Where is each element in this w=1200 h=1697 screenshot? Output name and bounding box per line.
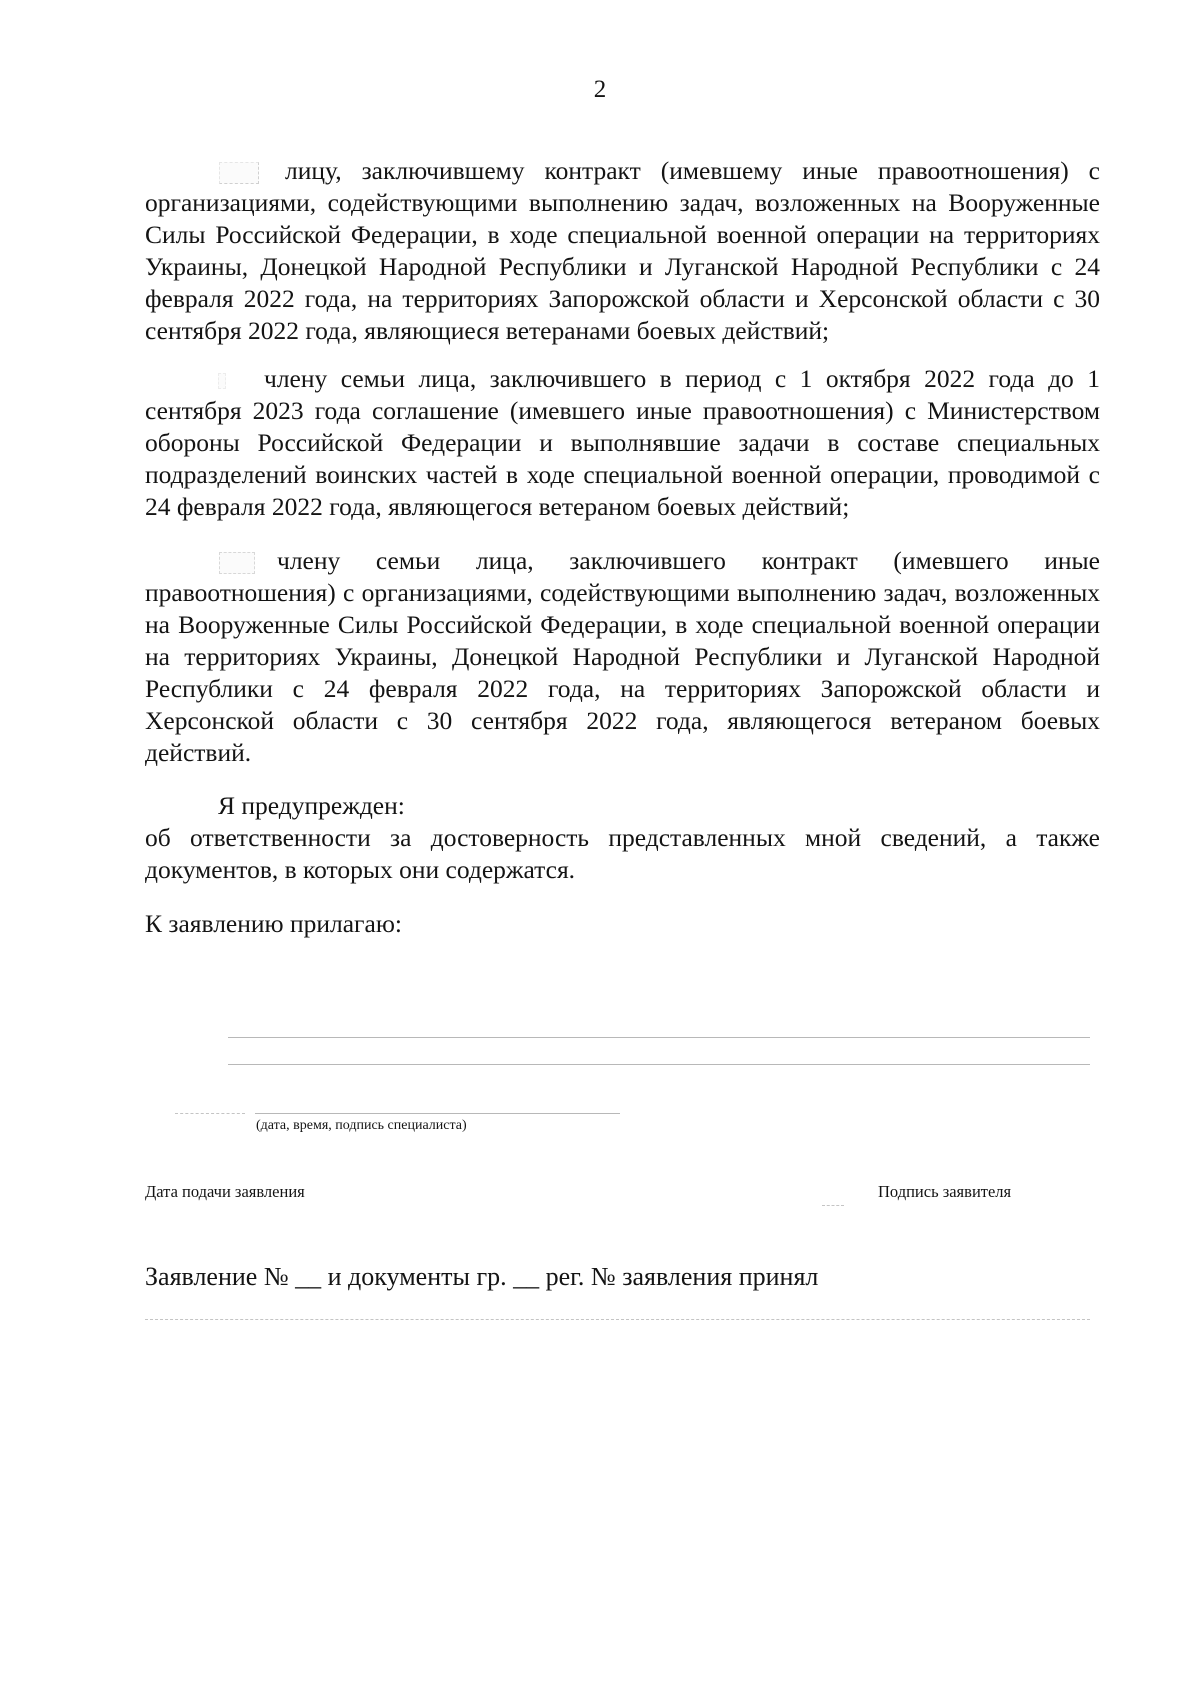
option-text-1: лицу, заключившему контракт (имевшему иные правоотношения) с организациями, содействующими выполнению задач, возложенных на Вооруженные Силы Российской Федерации, в ходе специальной военной операции на территориях Украины, Донецкой Народной Республики и Луганской Народной Республики с 24 февраля 2022 года, на территориях Запорожской области и Херсонской области с 30 сентября 2022 года, являющиеся ветеранами боевых действий; xyxy=(145,156,1100,345)
acceptance-line[interactable] xyxy=(145,1319,1090,1320)
option-checkbox-3[interactable] xyxy=(219,552,255,574)
specialist-caption: (дата, время, подпись специалиста) xyxy=(256,1118,467,1133)
specialist-signature-line[interactable] xyxy=(255,1113,620,1114)
option-paragraph-2 xyxy=(145,363,1100,523)
attachments-label: К заявлению прилагаю: xyxy=(145,909,402,938)
option-text-2: члену семьи лица, заключившего в период с 1 октября 2022 года до 1 сентября 2023 года соглашение (имевшего иные правоотношения) с Министерством обороны Российской Федерации и выполнявшие задачи в составе специальных подразделений воинских частей в ходе специальной военной операции, проводимой с 24 февраля 2022 года, являющегося ветераном боевых действий; xyxy=(145,364,1100,521)
warning-heading: Я предупрежден: xyxy=(218,791,405,820)
specialist-line-left xyxy=(175,1113,245,1114)
option-paragraph-3 xyxy=(145,545,1100,769)
option-checkbox-2[interactable] xyxy=(218,373,226,389)
attachment-line-1[interactable] xyxy=(228,1037,1090,1038)
submission-date-label: Дата подачи заявления xyxy=(145,1182,305,1201)
acceptance-text: Заявление № __ и документы гр. __ рег. № заявления принял xyxy=(145,1262,819,1291)
applicant-signature-line[interactable] xyxy=(822,1205,844,1206)
warning-text: об ответственности за достоверность представленных мной сведений, а также документов, в которых они содержатся. xyxy=(145,823,1100,884)
applicant-signature-label: Подпись заявителя xyxy=(878,1182,1012,1201)
attachment-line-2[interactable] xyxy=(228,1064,1090,1065)
option-paragraph-1 xyxy=(145,155,1100,347)
option-text-3: члену семьи лица, заключившего контракт (имевшего иные правоотношения) с организациями, содействующими выполнению задач, возложенных на Вооруженные Силы Российской Федерации, в ходе специальной военной операции на территориях Украины, Донецкой Народной Республики и Луганской Народной Республики с 24 февраля 2022 года, на территориях Запорожской области и Херсонской области с 30 сентября 2022 года, являющегося ветераном боевых действий. xyxy=(145,546,1100,767)
option-checkbox-1[interactable] xyxy=(219,162,259,184)
warning-block xyxy=(145,790,1100,886)
page-number: 2 xyxy=(593,76,607,103)
